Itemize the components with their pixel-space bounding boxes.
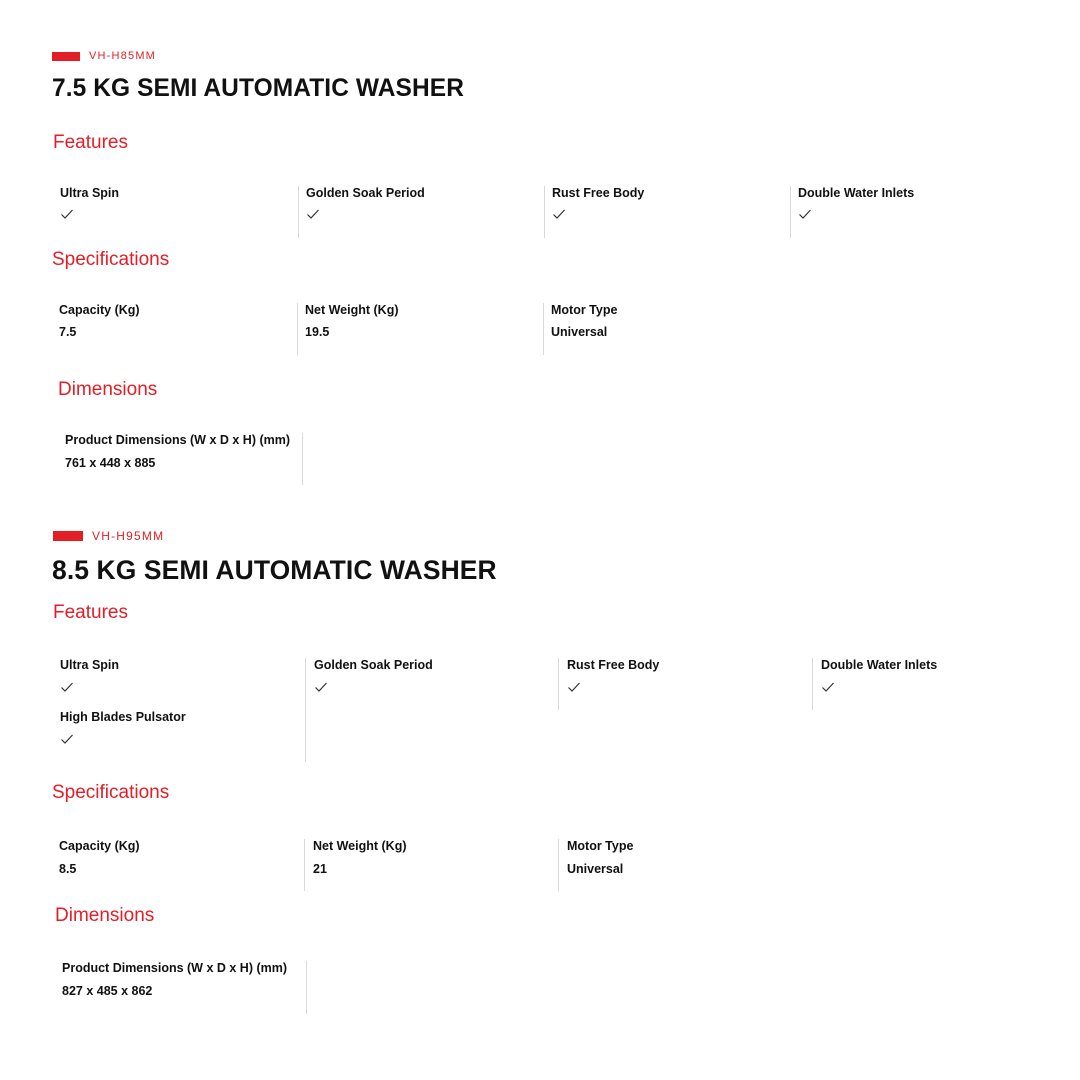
spec-item bbox=[52, 303, 292, 355]
check-icon bbox=[60, 681, 74, 693]
feature-item bbox=[53, 186, 293, 238]
dimension-value: 827 x 485 x 862 bbox=[62, 984, 153, 998]
product-title: 8.5 KG SEMI AUTOMATIC WASHER bbox=[52, 555, 497, 585]
check-icon bbox=[552, 208, 566, 220]
dimensions-heading: Dimensions bbox=[55, 905, 155, 926]
feature-item bbox=[560, 658, 813, 710]
spec-value: 19.5 bbox=[305, 325, 330, 339]
check-icon bbox=[314, 681, 328, 693]
feature-label: Golden Soak Period bbox=[306, 186, 425, 200]
model-tag bbox=[53, 529, 164, 543]
spec-value: Universal bbox=[551, 325, 608, 339]
check-icon bbox=[60, 733, 74, 745]
spec-label: Net Weight (Kg) bbox=[313, 839, 407, 853]
spec-label: Motor Type bbox=[567, 839, 634, 853]
specifications-heading: Specifications bbox=[52, 782, 170, 803]
spec-value: Universal bbox=[567, 862, 624, 876]
check-icon bbox=[60, 208, 74, 220]
feature-item bbox=[544, 186, 784, 238]
spec-label: Net Weight (Kg) bbox=[305, 303, 399, 317]
dimension-item bbox=[58, 433, 303, 485]
feature-item bbox=[53, 658, 306, 762]
spec-label: Capacity (Kg) bbox=[59, 839, 140, 853]
check-icon bbox=[798, 208, 812, 220]
spec-item bbox=[52, 839, 305, 891]
model-tag bbox=[52, 50, 156, 62]
dimensions-heading: Dimensions bbox=[58, 379, 158, 400]
spec-label: Capacity (Kg) bbox=[59, 303, 140, 317]
feature-label: Rust Free Body bbox=[552, 186, 645, 200]
dimension-value: 761 x 448 x 885 bbox=[65, 456, 156, 470]
spec-item bbox=[560, 839, 800, 891]
feature-item bbox=[307, 658, 559, 710]
feature-item bbox=[298, 186, 538, 238]
spec-item bbox=[306, 839, 559, 891]
dimension-item bbox=[55, 961, 307, 1014]
check-icon bbox=[306, 208, 320, 220]
spec-value: 8.5 bbox=[59, 862, 77, 876]
features-heading: Features bbox=[53, 602, 128, 623]
feature-item bbox=[790, 186, 1030, 238]
model-code: VH-H95MM bbox=[92, 529, 165, 543]
spec-label: Motor Type bbox=[551, 303, 618, 317]
feature-label: Double Water Inlets bbox=[821, 658, 938, 672]
model-tag-bar bbox=[53, 531, 83, 541]
feature-label: Ultra Spin bbox=[60, 658, 120, 672]
feature-label: Double Water Inlets bbox=[798, 186, 915, 200]
product-title: 7.5 KG SEMI AUTOMATIC WASHER bbox=[52, 74, 465, 102]
dimension-label: Product Dimensions (W x D x H) (mm) bbox=[65, 433, 291, 447]
model-code: VH-H85MM bbox=[89, 50, 157, 62]
feature-label: High Blades Pulsator bbox=[60, 710, 186, 724]
spec-value: 21 bbox=[313, 862, 327, 876]
check-icon bbox=[567, 681, 581, 693]
check-icon bbox=[821, 681, 835, 693]
spec-item bbox=[543, 303, 783, 355]
specifications-heading: Specifications bbox=[52, 249, 170, 270]
feature-label: Rust Free Body bbox=[567, 658, 660, 672]
spec-value: 7.5 bbox=[59, 325, 77, 339]
dimension-label: Product Dimensions (W x D x H) (mm) bbox=[62, 961, 288, 975]
model-tag-bar bbox=[52, 52, 80, 61]
features-heading: Features bbox=[53, 132, 128, 153]
feature-item bbox=[814, 658, 1044, 710]
feature-label: Golden Soak Period bbox=[314, 658, 433, 672]
spec-item bbox=[297, 303, 537, 355]
feature-label: Ultra Spin bbox=[60, 186, 120, 200]
